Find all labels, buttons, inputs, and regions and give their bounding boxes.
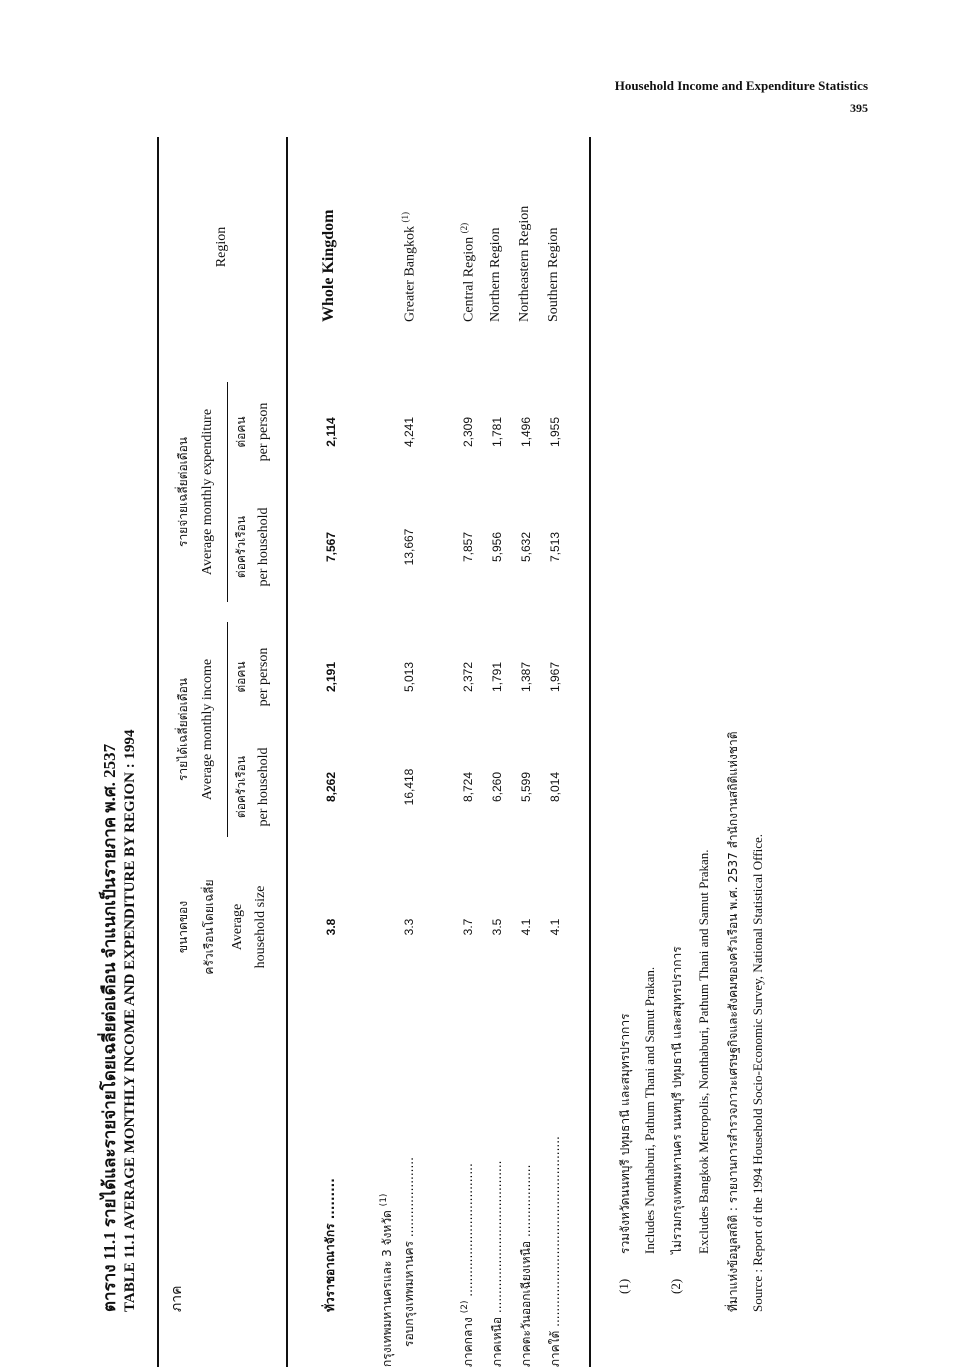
header-hh-size-thai-2: ครัวเรือนโดยเฉลี่ย — [202, 879, 216, 975]
expenditure-header-rule — [227, 382, 228, 602]
footnote-2-marker: (2) — [668, 1278, 683, 1294]
cell-income-person: 1,967 — [548, 661, 562, 693]
page-number: 395 — [850, 101, 868, 115]
rotated-table-page — [96, 137, 876, 1367]
footnote-ref: (1) — [379, 1193, 389, 1207]
bottom-rule — [589, 137, 591, 1367]
footnote-2-eng: Excludes Bangkok Metropolis, Nonthaburi, Pathum Thani and Samut Prakan. — [696, 849, 711, 1254]
cell-income-hh: 6,260 — [490, 771, 504, 803]
row-label-thai: ภาคเหนือ ........................................ — [490, 1160, 504, 1367]
header-income-per-hh-thai: ต่อครัวเรือน — [234, 755, 248, 819]
header-exp-per-person-thai: ต่อคน — [234, 416, 248, 448]
cell-income-person: 2,191 — [324, 661, 338, 693]
cell-exp-hh: 7,857 — [461, 531, 475, 563]
source-eng: Source : Report of the 1994 Household Socio-Economic Survey, National Statistical Office. — [750, 833, 765, 1312]
footnote-1-thai: รวมจังหวัดนนทบุรี ปทุมธานี และสมุทรปราการ — [618, 1013, 632, 1254]
row-label-eng: Northeastern Region — [517, 205, 532, 322]
cell-exp-person: 2,309 — [461, 416, 475, 448]
cell-income-person: 1,387 — [519, 661, 533, 693]
row-label-thai-1: กรุงเทพมหานครและ 3 จังหวัด $^{(1)}$ — [379, 1193, 394, 1367]
income-header-rule — [227, 622, 228, 837]
footnote-2-thai: ไม่รวมกรุงเทพมหานคร นนทบุรี ปทุมธานี และสมุทรปราการ — [670, 946, 684, 1254]
header-income-per-hh-eng: per household — [256, 747, 271, 827]
cell-exp-hh: 13,667 — [402, 528, 416, 566]
cell-exp-person: 1,955 — [548, 416, 562, 448]
row-label-eng: Central Region $^{(2)}$ — [459, 222, 477, 322]
cell-exp-hh: 7,567 — [324, 531, 338, 563]
header-region-thai: ภาค — [169, 1285, 185, 1312]
row-label-thai: ภาคตะวันออกเฉียงเหนือ ................... — [519, 1164, 533, 1367]
header-exp-per-person-eng: per person — [256, 402, 271, 462]
cell-hh-size: 3.7 — [461, 918, 475, 936]
source-thai: ที่มาแห่งข้อมูลสถิติ : รายงานการสำรวจภาวะเศรษฐกิจและสังคมของครัวเรือน พ.ศ. 2537 สำนักงานสถิติแห่งชาติ — [726, 731, 740, 1312]
row-label-eng: Greater Bangkok $^{(1)}$ — [400, 211, 418, 322]
header-region-eng: Region — [214, 226, 229, 268]
cell-exp-person: 4,241 — [402, 416, 416, 448]
header-income-per-person-eng: per person — [256, 647, 271, 707]
footnote-1-marker: (1) — [616, 1278, 631, 1294]
cell-income-person: 1,791 — [490, 661, 504, 693]
row-label-thai-2: รอบกรุงเทพมหานคร ..................... — [402, 1157, 416, 1347]
footnote-ref: (1) — [400, 211, 410, 223]
row-label-thai: ภาคใต้ .................................................. — [548, 1136, 562, 1367]
row-label-thai: ภาคกลาง $^{(2)}$ ................................... — [460, 1163, 475, 1367]
table-title-eng: TABLE 11.1 AVERAGE MONTHLY INCOME AND EXPENDITURE BY REGION : 1994 — [122, 729, 138, 1312]
header-hh-size-thai-1: ขนาดของ — [176, 900, 190, 954]
header-expenditure-thai: รายจ่ายเฉลี่ยต่อเดือน — [176, 437, 190, 547]
header-hh-size-eng-1: Average — [230, 903, 245, 951]
cell-income-hh: 8,014 — [548, 771, 562, 803]
header-income-eng: Average monthly income — [200, 658, 215, 801]
cell-hh-size: 3.5 — [490, 918, 504, 936]
header-expenditure-eng: Average monthly expenditure — [200, 408, 215, 576]
cell-income-hh: 16,418 — [402, 768, 416, 806]
top-rule — [157, 137, 159, 1367]
cell-hh-size: 4.1 — [519, 918, 533, 936]
cell-hh-size: 4.1 — [548, 918, 562, 936]
footnote-ref: (2) — [460, 1300, 470, 1314]
cell-income-person: 5,013 — [402, 661, 416, 693]
header-exp-per-hh-thai: ต่อครัวเรือน — [234, 515, 248, 579]
cell-exp-person: 2,114 — [324, 417, 338, 447]
footnote-ref: (2) — [459, 222, 469, 234]
cell-income-person: 2,372 — [461, 661, 475, 693]
header-bottom-rule — [286, 137, 288, 1367]
cell-income-hh: 8,724 — [461, 771, 475, 803]
row-label-eng: Whole Kingdom — [320, 209, 337, 322]
cell-exp-hh: 5,956 — [490, 531, 504, 563]
table-title-thai: ตาราง 11.1 รายได้และรายจ่ายโดยเฉลี่ยต่อเดือน จำแนกเป็นรายภาค พ.ศ. 2537 — [100, 743, 119, 1312]
cell-hh-size: 3.8 — [324, 918, 338, 936]
cell-hh-size: 3.3 — [402, 918, 416, 936]
cell-income-hh: 5,599 — [519, 771, 533, 803]
header-exp-per-hh-eng: per household — [256, 507, 271, 587]
row-label-thai: ทั่วราชอาณาจักร ......... — [323, 1178, 337, 1312]
row-label-eng: Southern Region — [546, 227, 561, 322]
cell-exp-person: 1,781 — [490, 416, 504, 448]
header-title: Household Income and Expenditure Statistics — [614, 78, 868, 93]
cell-exp-hh: 5,632 — [519, 531, 533, 563]
cell-income-hh: 8,262 — [324, 771, 338, 803]
cell-exp-person: 1,496 — [519, 416, 533, 448]
row-label-eng: Northern Region — [488, 227, 503, 322]
header-hh-size-eng-2: household size — [253, 885, 268, 969]
cell-exp-hh: 7,513 — [548, 531, 562, 563]
footnote-1-eng: Includes Nonthaburi, Pathum Thani and Samut Prakan. — [642, 966, 657, 1254]
header-income-thai: รายได้เฉลี่ยต่อเดือน — [176, 678, 190, 782]
header-income-per-person-thai: ต่อคน — [234, 661, 248, 693]
